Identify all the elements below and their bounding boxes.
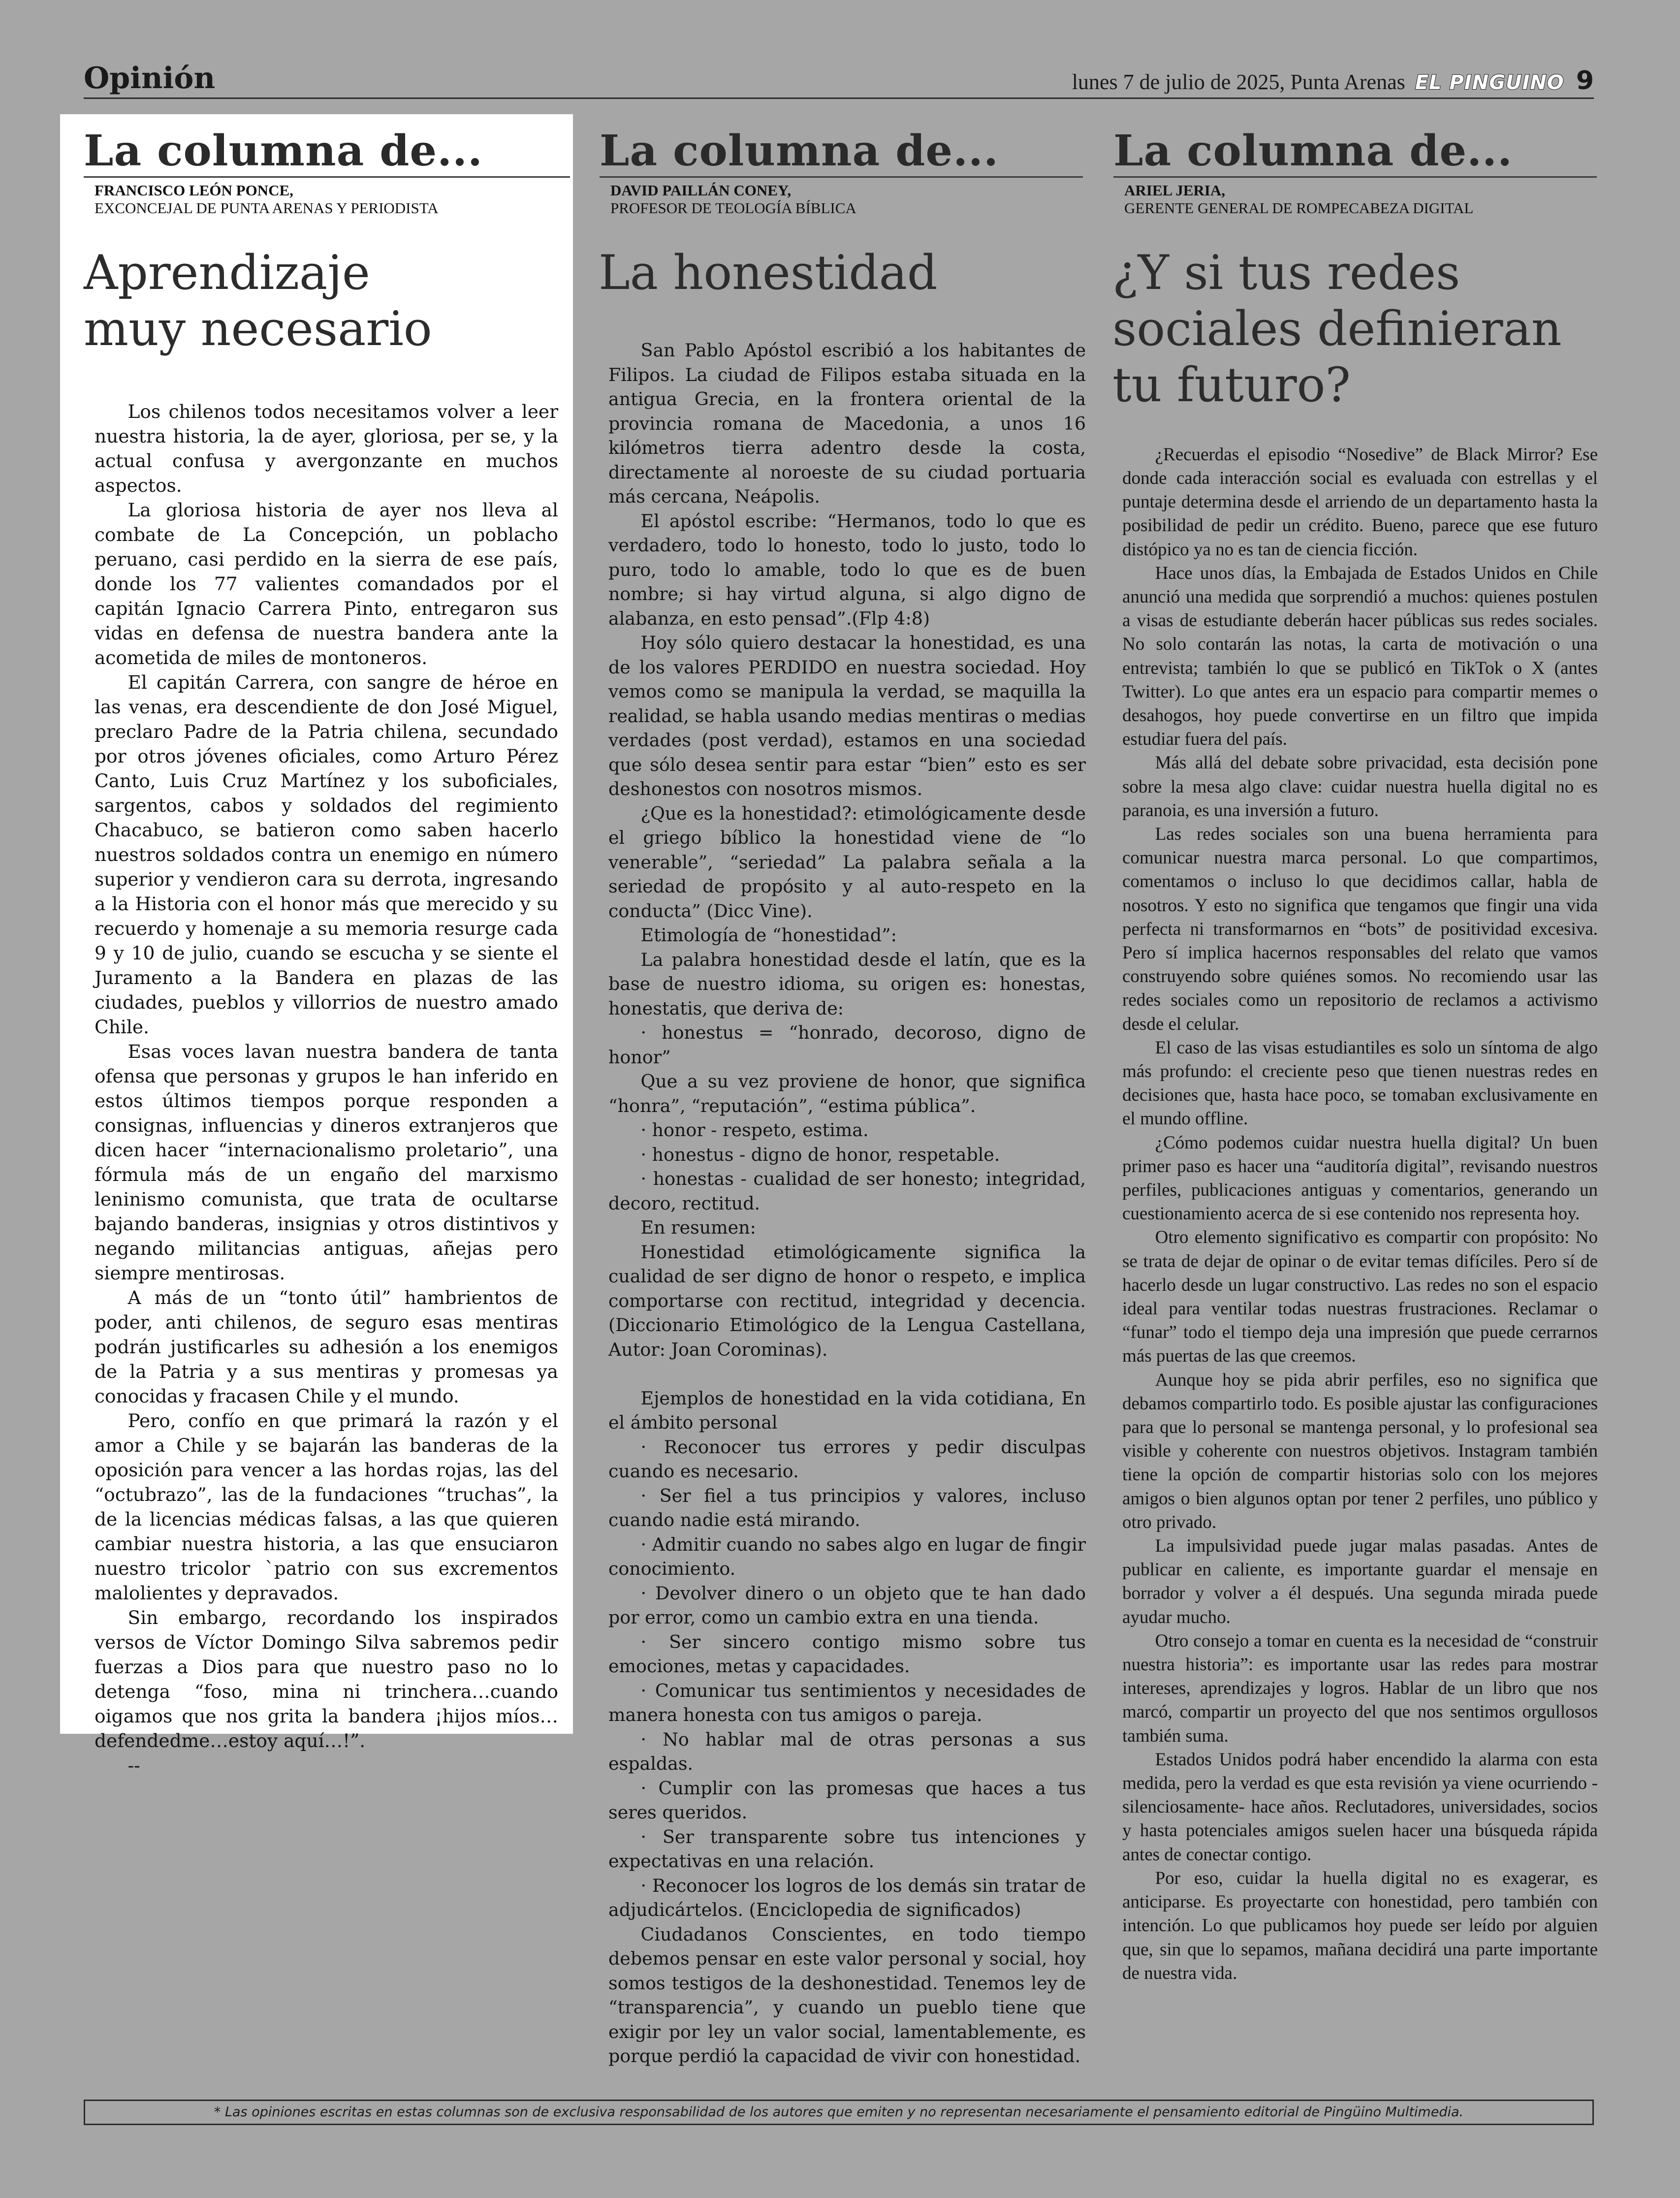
dateline: lunes 7 de julio de 2025, Punta Arenas	[1072, 70, 1405, 94]
body-paragraph: Otro elemento significativo es compartir con propósito: No se trata de dejar de opinar o de evitar temas difíciles. Pero sí de hacerlo desde un lugar constructivo. Las redes no son el espacio ideal para ventilar todas nuestras frustraciones. Reclamar o “funar” todo el tiempo deja una impresión que puede cerrarnos más puertas de las que creemos.	[1122, 1227, 1598, 1367]
author-role: GERENTE GENERAL DE ROMPECABEZA DIGITAL	[1124, 199, 1474, 217]
author-name: ARIEL JERIA,	[1124, 182, 1225, 199]
body-paragraph: San Pablo Apóstol escribió a los habitantes de Filipos. La ciudad de Filipos estaba situada en la antigua Grecia, en la frontera oriental de la provincia romana de Macedonia, a unos 16 kilómetros tierra adentro desde la costa, directamente al noroeste de su ciudad portuaria más cercana, Neápolis.	[608, 340, 1086, 508]
column-kicker: La columna de...	[84, 126, 483, 176]
body-paragraph: La gloriosa historia de ayer nos lleva al combate de La Concepción, un poblacho peruano, casi perdido en la sierra de ese país, donde los 77 valientes comandados por el capitán Ignacio Carrera Pinto, entregaron sus vidas en defensa de nuestra bandera ante la acometida de miles de montoneros.	[95, 499, 558, 669]
bullet-item: · Admitir cuando no sabes algo en lugar de fingir conocimiento.	[608, 1533, 1086, 1580]
column-kicker: La columna de...	[1113, 126, 1513, 176]
newspaper-logo: EL PINGUINO	[1415, 71, 1564, 94]
body-paragraph: Pero, confío en que primará la razón y el amor a Chile y se bajarán las banderas de la oposición para vencer a las hordas rojas, las del “octubrazo”, las de la fundaciones “truchas”, la de la licencias médicas falsas, a las que quieren cambiar nuestra historia, a las que ensuciaron nuestro tricolor `patrio con sus excrementos malolientes y depravados.	[95, 1410, 558, 1604]
bullet-item: · honestus = “honrado, decoroso, digno de honor”	[608, 1022, 1086, 1068]
bullet-item: · Ser fiel a tus principios y valores, incluso cuando nadie está mirando.	[608, 1485, 1086, 1531]
author-name: FRANCISCO LEÓN PONCE,	[95, 182, 293, 199]
column-paillan-coney	[594, 114, 1086, 2069]
page-number: 9	[1576, 66, 1594, 96]
body-paragraph: La palabra honestidad desde el latín, que es la base de nuestro idioma, su origen es: honestas, honestatis, que deriva de:	[608, 949, 1086, 1019]
body-paragraph: El caso de las visas estudiantiles es solo un síntoma de algo más profundo: el creciente peso que tienen nuestras redes en decisiones que, hasta hace poco, se tomaban exclusivamente en el mundo offline.	[1122, 1037, 1598, 1129]
header-rule	[600, 176, 1083, 178]
body-paragraph: Hace unos días, la Embajada de Estados Unidos en Chile anunció una medida que sorprendió a muchos: quienes postulen a visas de estudiante deberán hacer públicas sus redes sociales. No solo contarán las notas, la carta de motivación o una entrevista; también lo que se publicó en TikTok o X (antes Twitter). Lo que antes era un espacio para compartir memes o desahogos, hoy puede convertirse en un filtro que impida estudiar fuera del país.	[1122, 563, 1598, 750]
body-paragraph: Estados Unidos podrá haber encendido la alarma con esta medida, pero la verdad es que esta revisión ya viene ocurriendo -silenciosamente- hace años. Reclutadores, universidades, socios y hasta potenciales amigos suelen hacer una búsqueda rápida antes de conectar contigo.	[1122, 1749, 1598, 1865]
body-paragraph: El capitán Carrera, con sangre de héroe en las venas, era descendiente de don José Miguel, preclaro Padre de la Patria chilena, secundado por otros jóvenes oficiales, como Arturo Pérez Canto, Luis Cruz Martínez y los suboficiales, sargentos, cabos y soldados del regimiento Chacabuco, se batieron como saben hacerlo nuestros soldados contra un enemigo en número superior y vendieron cara su derrota, ingresando a la Historia con el honor más que merecido y su recuerdo y homenaje a su memoria resurge cada 9 y 10 de julio, cuando se escucha y se siente el Juramento a la Bandera en plazas de las ciudades, pueblos y villorrios de nuestro amado Chile.	[95, 671, 558, 1038]
column-jeria	[1108, 114, 1600, 1985]
body-paragraph	[608, 1362, 1086, 1386]
body-paragraph: Honestidad etimológicamente significa la cualidad de ser digno de honor o respeto, e implica comportarse con rectitud, integridad y decencia. (Diccionario Etimológico de la Lengua Castellana, Autor: Joan Corominas).	[608, 1241, 1086, 1360]
column-header	[60, 114, 573, 217]
bullet-item: · Ser transparente sobre tus intenciones y expectativas en una relación.	[608, 1826, 1086, 1872]
body-paragraph: Sin embargo, recordando los inspirados versos de Víctor Domingo Silva sabremos pedir fuerzas a Dios para que nuestro paso no lo detenga “foso, mina ni trinchera…cuando oigamos que nos grita la bandera ¡hijos míos…defendedme…estoy aquí…!”.	[95, 1607, 558, 1752]
author-name: DAVID PAILLÁN CONEY,	[610, 182, 792, 199]
bullet-item: · Reconocer los logros de los demás sin tratar de adjudicártelos. (Enciclopedia de significados)	[608, 1875, 1086, 1921]
body-paragraph: A más de un “tonto útil” hambrientos de poder, anti chilenos, de seguro esas mentiras podrán justificarles su adhesión a los enemigos de la Patria y a sus mentiras y promesas ya conocidas y fracasen Chile y el mundo.	[95, 1287, 558, 1407]
bullet-item: · honor - respeto, estima.	[640, 1119, 869, 1141]
body-paragraph: Los chilenos todos necesitamos volver a leer nuestra historia, la de ayer, gloriosa, per se, y la actual confusa y avergonzante en muchos aspectos.	[95, 401, 558, 497]
bullet-item: · No hablar mal de otras personas a sus espaldas.	[608, 1728, 1086, 1775]
body-paragraph: Hoy sólo quiero destacar la honestidad, es una de los valores PERDIDO en nuestra sociedad. Hoy vemos como se manipula la verdad, se maquilla la realidad, se habla usando medias mentiras o medias verdades (post verdad), estamos en una sociedad que sólo desea sentir para estar “bien” esto es ser deshonestos con nosotros mismos.	[608, 632, 1086, 800]
page-header	[84, 63, 1594, 99]
body-paragraph: Ciudadanos Conscientes, en todo tiempo debemos pensar en este valor personal y social, hoy somos testigos de la deshonestidad. Tenemos ley de “transparencia”, y cuando un pueblo tiene que exigir por ley un valor social, lamentablemente, es porque perdió la capacidad de vivir con honestidad.	[608, 1923, 1086, 2067]
headline-line: sociales definieran	[1112, 301, 1562, 357]
body-paragraph: ¿Recuerdas el episodio “Nosedive” de Black Mirror? Ese donde cada interacción social es evaluada con estrellas y el puntaje determina desde el arriendo de un departamento hasta la posibilidad de pedir un crédito. Bueno, parece que ese futuro distópico ya no es tan de ciencia ficción.	[1122, 444, 1598, 560]
article-body	[95, 399, 558, 1778]
body-paragraph: La impulsividad puede jugar malas pasadas. Antes de publicar en caliente, es importante guardar el mensaje en borrador y volver a él después. Una segunda mirada puede ayudar mucho.	[1122, 1536, 1598, 1627]
bullet-item: · Cumplir con las promesas que haces a tus seres queridos.	[608, 1777, 1086, 1823]
body-paragraph: Por eso, cuidar la huella digital no es exagerar, es anticiparse. Es proyectarte con honestidad, pero también con intención. Lo que publicamos hoy puede ser leído por alguien que, sin que lo sepamos, mañana decidirá una parte importante de nuestra vida.	[1122, 1868, 1598, 1983]
article-headline	[84, 245, 573, 357]
header-meta	[1072, 66, 1594, 96]
column-header	[594, 114, 1086, 217]
body-paragraph: Las redes sociales son una buena herramienta para comunicar nuestra marca personal. Lo que compartimos, comentamos o incluso lo que decidimos callar, habla de nosotros. Y esto no significa que tengamos que fingir una vida perfecta ni transformarnos en “bots” de positividad excesiva. Pero sí implica hacernos responsables del relato que vamos construyendo sobre quiénes somos. No recomiendo usar las redes sociales como un repositorio de reclamos a activismo desde el celular.	[1122, 824, 1598, 1034]
column-leon-ponce	[60, 114, 573, 1777]
headline-line: muy necesario	[84, 301, 432, 357]
header-rule	[1113, 176, 1597, 178]
disclaimer: * Las opiniones escritas en estas columnas son de exclusiva responsabilidad de los autores que emiten y no representan necesariamente el pensamiento editorial de Pingüino Multimedia.	[84, 2100, 1594, 2125]
body-paragraph: En resumen:	[640, 1217, 756, 1239]
bullet-item: · Reconocer tus errores y pedir disculpas cuando es necesario.	[608, 1436, 1086, 1482]
body-paragraph: --	[127, 1754, 140, 1777]
body-paragraph: ¿Cómo podemos cuidar nuestra huella digital? Un buen primer paso es hacer una “auditoría digital”, revisando nuestros perfiles, publicaciones antiguas y comentarios, generando un cuestionamiento acerca de si ese contenido nos representa hoy.	[1122, 1132, 1598, 1224]
bullet-item: · honestas - cualidad de ser honesto; integridad, decoro, rectitud.	[608, 1168, 1086, 1214]
article-headline	[599, 245, 1086, 301]
header-rule	[84, 176, 570, 178]
headline-line: tu futuro?	[1112, 357, 1351, 413]
column-kicker: La columna de...	[600, 126, 999, 176]
body-paragraph: Ejemplos de honestidad en la vida cotidiana, En el ámbito personal	[608, 1387, 1086, 1433]
headline-line: La honestidad	[599, 245, 938, 300]
body-paragraph: El apóstol escribe: “Hermanos, todo lo que es verdadero, todo lo honesto, todo lo justo, todo lo puro, todo lo amable, todo lo que es de buen nombre; si hay virtud alguna, si algo digno de alabanza, en esto pensad”.(Flp 4:8)	[608, 510, 1086, 629]
body-paragraph: Otro consejo a tomar en cuenta es la necesidad de “construir nuestra historia”: es importante usar las redes para mostrar intereses, aprendizajes y logros. Hablar de un libro que nos marcó, compartir un proyecto del que nos sentimos orgullosos también suma.	[1122, 1630, 1598, 1746]
author-role: PROFESOR DE TEOLOGÍA BÍBLICA	[610, 199, 856, 217]
body-paragraph: Que a su vez proviene de honor, que significa “honra”, “reputación”, “estima pública”.	[608, 1071, 1086, 1116]
section-name: Opinión	[84, 61, 216, 96]
headline-line: ¿Y si tus redes	[1112, 245, 1460, 300]
body-paragraph: Aunque hoy se pida abrir perfiles, eso no significa que debamos compartirlo todo. Es posible ajustar las configuraciones para que lo personal se mantenga personal, y lo profesional sea visible y coherente con nuestros objetivos. Instagram también tiene la opción de compartir historias solo con los mejores amigos o bien algunos optan por tener 2 perfiles, uno público y otro privado.	[1122, 1370, 1598, 1532]
headline-line: Aprendizaje	[84, 245, 370, 300]
bullet-item: · Comunicar tus sentimientos y necesidades de manera honesta con tus amigos o pareja.	[608, 1680, 1086, 1726]
body-paragraph: Más allá del debate sobre privacidad, esta decisión pone sobre la mesa algo clave: cuidar nuestra huella digital no es paranoia, es una inversión a futuro.	[1122, 753, 1598, 821]
author-role: EXCONCEJAL DE PUNTA ARENAS Y PERIODISTA	[95, 199, 439, 217]
bullet-item: · Devolver dinero o un objeto que te han dado por error, como un cambio extra en una tienda.	[608, 1582, 1086, 1628]
column-header	[1108, 114, 1600, 217]
article-headline	[1112, 245, 1600, 414]
bullet-item: · honestus - digno de honor, respetable.	[640, 1144, 1000, 1165]
body-paragraph: Esas voces lavan nuestra bandera de tanta ofensa que personas y grupos le han inferido en estos últimos tiempos porque responden a consignas, influencias y dineros extranjeros que dicen hacer “internacionalismo proletario”, una fórmula más de un engaño del marxismo leninismo comunista, que trata de ocultarse bajando banderas, insignias y otros distintivos y negando militancias antiguas, añejas pero siempre mentirosas.	[95, 1041, 558, 1284]
article-body	[608, 338, 1086, 2069]
body-paragraph: ¿Que es la honestidad?: etimológicamente desde el griego bíblico la honestidad viene de “lo venerable”, “seriedad” La palabra señala a la seriedad de propósito y al auto-respeto en la conducta” (Dicc Vine).	[608, 802, 1086, 922]
article-body	[1122, 443, 1598, 1985]
bullet-item: · Ser sincero contigo mismo sobre tus emociones, metas y capacidades.	[608, 1631, 1086, 1677]
body-paragraph: Etimología de “honestidad”:	[640, 924, 897, 946]
